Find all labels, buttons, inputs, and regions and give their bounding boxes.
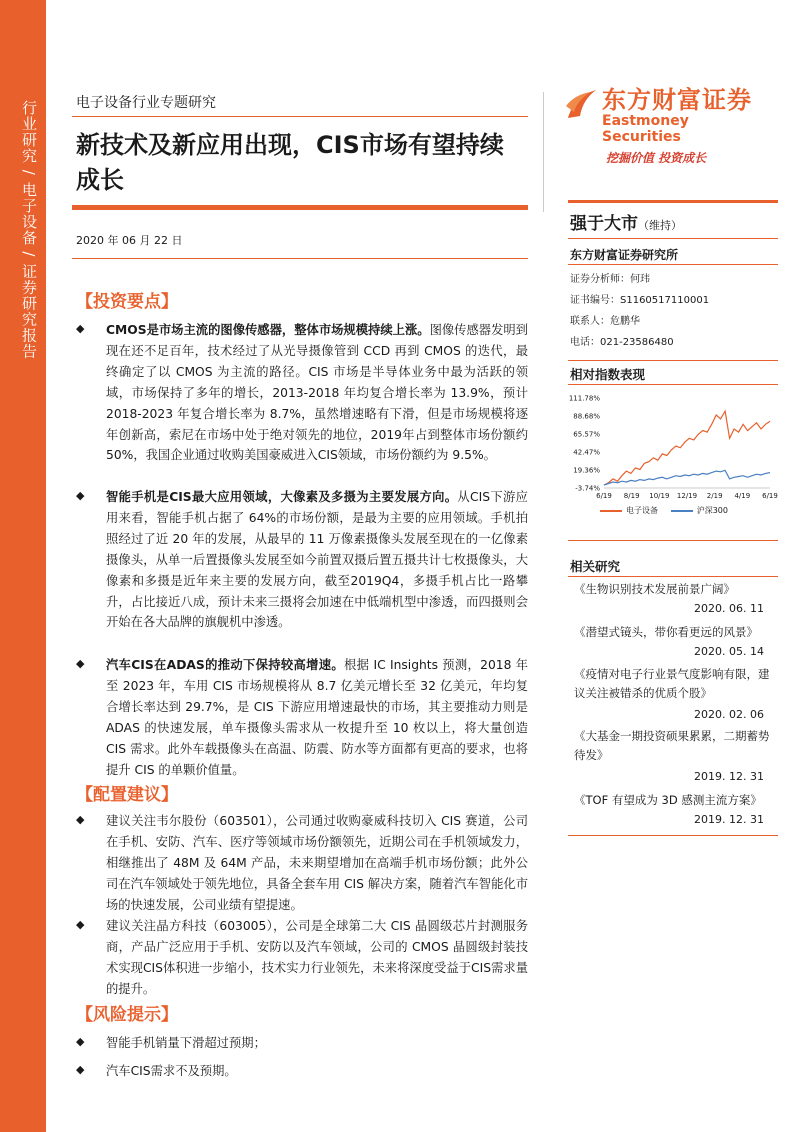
diamond-bullet-icon: ◆ (76, 657, 85, 670)
contact-person: 联系人：危鹏华 (570, 316, 640, 327)
rating-label: 强于大市 (570, 214, 638, 234)
bullet-text: 智能手机销量下滑超过预期； (106, 1036, 266, 1050)
bullet-text: 建议关注晶方科技（603005），公司是全球第二大 CIS 晶圆级芯片封测服务商，产品广泛应用于手机、安防以及汽车领域，公司的 CMOS 晶圆级封装技术实现CIS体积进一步缩小，技术实力行业领先，未来将深度受益于CIS需求量的提升。 (106, 919, 528, 996)
related-item-title[interactable]: 《生物识别技术发展前景广阔》 (574, 582, 735, 596)
relative-index-chart (566, 392, 778, 522)
y-tick-label: -3.74% (575, 484, 600, 493)
diamond-bullet-icon: ◆ (76, 918, 85, 931)
contact-phone: 电话：021-23586480 (570, 337, 674, 348)
y-tick-label: 88.68% (573, 412, 600, 421)
analyst-name: 证券分析师：何玮 (570, 274, 650, 285)
related-item-title[interactable]: 《潜望式镜头，带你看更远的风景》 (574, 625, 758, 639)
brand-slogan: 挖掘价值 投资成长 (606, 151, 707, 165)
diamond-bullet-icon: ◆ (76, 1035, 85, 1048)
bullet-text: 图像传感器发明到现在还不足百年，技术经过了从光导摄像管到 CCD 再到 CMOS 的迭代，最终确定了以 CMOS 为主流的路径。CIS 市场是半导体业务中最为活跃的领域，市场保持了多年的增长，2013-2018 年均复合增长率为 13.9%，预计 2018-2023 年复合增长率为 8.7%，虽然增速略有下滑，但是市场规模将逐年创新高，索尼在市场中处于绝对领先的地位，2019年占到整体市场份额约50%，我国企业通过收购美国豪威进入CIS领域，市场份额约为 9.5%。 (106, 323, 528, 463)
brand-logo (564, 80, 764, 145)
bullet-body (106, 320, 528, 466)
legend-label-csi300: 沪深300 (696, 506, 728, 515)
brand-name-cn: 东方财富证券 (602, 86, 752, 114)
related-item-title[interactable]: 《TOF 有望成为 3D 感测主流方案》 (574, 793, 762, 807)
bullet-body (106, 655, 528, 780)
x-tick-label: 10/19 (649, 492, 670, 500)
x-tick-label: 4/19 (734, 492, 751, 500)
related-item-date: 2020. 02. 06 (694, 708, 764, 721)
chart-title: 相对指数表现 (570, 367, 646, 382)
x-tick-label: 6/19 (596, 492, 612, 500)
rating (570, 209, 682, 234)
doc-category: 电子设备行业专题研究 (76, 95, 216, 111)
rating-divider (568, 238, 778, 239)
related-item-title[interactable]: 《大基金一期投资硕果累累，二期蓄势待发》 (574, 729, 770, 762)
x-tick-label: 12/19 (676, 492, 698, 500)
header-rule (72, 116, 528, 117)
institute-divider (568, 264, 778, 265)
related-item-date: 2020. 06. 11 (694, 602, 764, 615)
related-item-date: 2019. 12. 31 (694, 813, 764, 826)
bullet-text: 建议关注韦尔股份（603501），公司通过收购豪威科技切入 CIS 赛道，公司在手机、安防、汽车、医疗等领域市场份额领先，近期公司在手机领域发力，相继推出了 48M 及 64M 产品，未来期望增加在高端手机市场份额；此外公司在汽车领域处于领先地位，具备全套车用 CIS 解决方案，随着汽车智能化市场的快速发展，公司业绩有望提速。 (106, 814, 528, 912)
diamond-bullet-icon: ◆ (76, 813, 85, 826)
y-tick-label: 111.78% (568, 394, 600, 403)
bullet-lead: 智能手机是CIS最大应用领域，大像素及多摄为主要发展方向。 (106, 490, 458, 504)
diamond-bullet-icon: ◆ (76, 1063, 85, 1076)
chart-title-rule (568, 384, 778, 385)
related-item-date: 2020. 05. 14 (694, 645, 764, 658)
section-config-heading: 【配置建议】 (76, 785, 178, 805)
y-tick-label: 65.57% (573, 430, 600, 439)
bullet-lead: 汽车CIS在ADAS的推动下保持较高增速。 (106, 658, 345, 672)
diamond-bullet-icon: ◆ (76, 489, 85, 502)
chart-legend (600, 505, 728, 516)
legend-swatch-csi300 (671, 510, 693, 512)
series-line-electronics (604, 411, 770, 485)
x-tick-label: 8/19 (623, 492, 640, 500)
bullet-text: 汽车CIS需求不及预期。 (106, 1064, 237, 1078)
related-bottom-rule (568, 835, 778, 836)
rating-sub: （维持） (638, 219, 682, 232)
eastmoney-logo-icon (564, 84, 598, 124)
header-vertical-divider (543, 92, 544, 212)
rating-rule (568, 200, 778, 203)
report-date: 2020 年 06 月 22 日 (76, 234, 183, 247)
related-title-rule (568, 576, 778, 577)
chart-top-rule (568, 360, 778, 361)
related-top-rule (568, 540, 778, 541)
legend-label-electronics: 电子设备 (626, 506, 658, 515)
left-sidebar (0, 0, 46, 1132)
related-research-title: 相关研究 (570, 559, 621, 574)
bullet-text: 从CIS下游应用来看，智能手机占据了 64%的市场份额，是最为主要的应用领域。手机拍照经过了近 20 年的发展，从最早的 11 万像素摄像头发展至现在的一亿像素摄像头，从单一后置摄像头发展至如今前置双摄后置五摄共计七枚摄像头，大像素和多摄是近年来主要的发展方向，截至2019Q4，多摄手机占比一路攀升，占比接近八成，预计未来三摄将会加速在中低端机型中渗透，而四摄则会开始在各大品牌的旗舰机中渗透。 (106, 490, 528, 630)
related-item-date: 2019. 12. 31 (694, 770, 764, 783)
brand-name-en: Eastmoney Securities (602, 113, 689, 145)
bullet-lead: CMOS是市场主流的图像传感器，整体市场规模持续上涨。 (106, 323, 430, 337)
institute-name: 东方财富证券研究所 (570, 248, 679, 262)
title-rule (72, 205, 528, 210)
diamond-bullet-icon: ◆ (76, 322, 85, 335)
date-rule (72, 258, 528, 259)
sidebar-text: 行业研究 / 电子设备 / 证券研究报告 (20, 100, 38, 360)
page-title: 新技术及新应用出现，CIS市场有望持续成长 (76, 131, 504, 194)
section-risk-heading: 【风险提示】 (76, 1005, 178, 1025)
y-tick-label: 42.47% (573, 448, 600, 457)
x-tick-label: 2/19 (706, 492, 723, 500)
cert-number: 证书编号：S1160517110001 (570, 295, 710, 306)
y-tick-label: 19.36% (573, 466, 600, 475)
x-tick-label: 6/19 (762, 492, 778, 500)
related-item-title[interactable]: 《疫情对电子行业景气度影响有限，建议关注被错杀的优质个股》 (574, 667, 770, 700)
legend-swatch-electronics (600, 510, 622, 512)
bullet-text: 根据 IC Insights 预测，2018 年至 2023 年，车用 CIS 市场规模将从 8.7 亿美元增长至 32 亿美元，年均复合增长率达到 29.7%，是 CIS 下游应用增速最快的市场，其主要推动力则是 ADAS 的快速发展，单车摄像头需求从一枚提升至 10 枚以上，将大量创造 CIS 需求。此外车载摄像头在高温、防震、防水等方面都有更高的要求，也将提升 CIS 的单颗价值量。 (106, 658, 528, 777)
bullet-body (106, 487, 528, 633)
section-invest-heading: 【投资要点】 (76, 292, 178, 312)
